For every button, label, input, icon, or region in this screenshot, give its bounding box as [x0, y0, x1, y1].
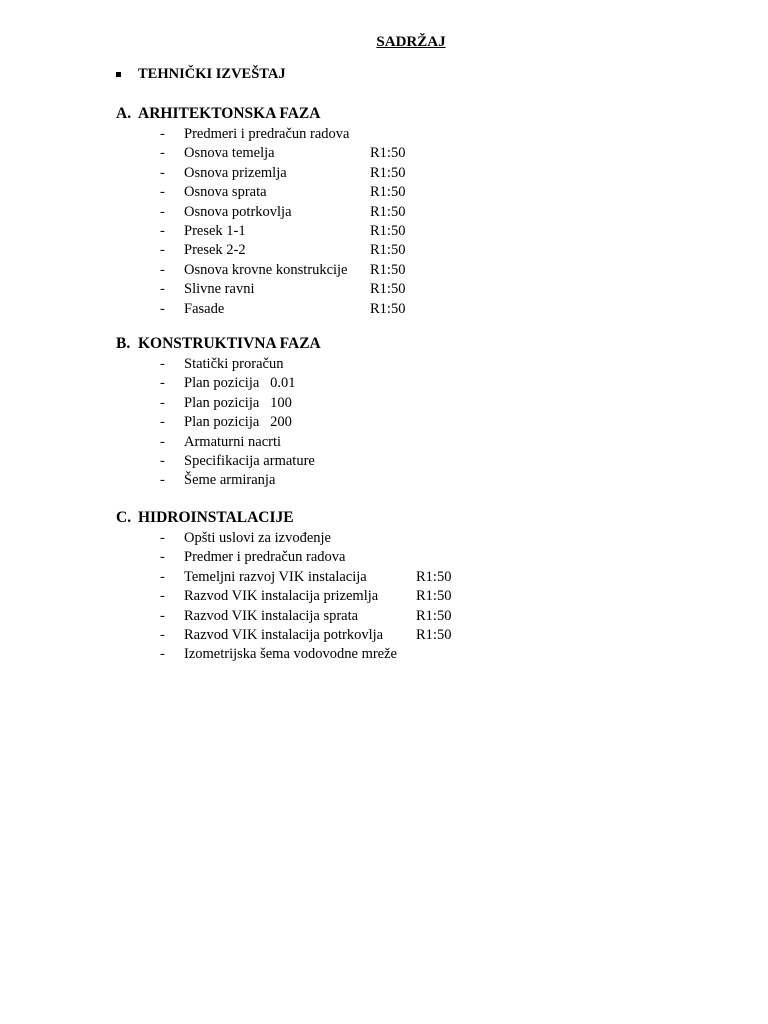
item-label: Presek 2-2 — [184, 242, 246, 259]
list-item — [160, 183, 405, 202]
list-dash: - — [160, 242, 165, 259]
list-item — [160, 587, 451, 606]
item-label: Razvod VIK instalacija potrkovlja — [184, 626, 384, 643]
item-label: Predmeri i predračun radova — [184, 126, 350, 142]
item-scale: R1:50 — [370, 164, 406, 181]
section-c — [116, 507, 451, 665]
section-title: HIDROINSTALACIJE — [138, 509, 294, 526]
item-scale: R1:50 — [416, 607, 452, 624]
item-label: Predmer i predračun radova — [184, 549, 346, 566]
item-label: Statički proračun — [184, 356, 284, 372]
item-scale: R1:50 — [416, 568, 452, 585]
item-label: Osnova sprata — [184, 184, 267, 201]
item-scale: R1:50 — [370, 281, 406, 298]
list-dash: - — [160, 261, 165, 278]
item-scale: R1:50 — [416, 626, 452, 643]
list-dash: - — [160, 414, 165, 431]
list-dash: - — [160, 126, 165, 142]
item-label: Izometrijska šema vodovodne mreže — [184, 646, 397, 663]
section-heading — [116, 507, 451, 529]
list-item — [160, 144, 405, 163]
item-label: Opšti uslovi za izvođenje — [184, 530, 331, 546]
item-label: Armaturni nacrti — [184, 433, 282, 450]
list-dash: - — [160, 472, 165, 489]
item-label: Plan pozicija 100 — [184, 394, 292, 411]
section-b — [116, 333, 321, 491]
item-label: Presek 1-1 — [184, 222, 246, 239]
list-dash: - — [160, 568, 165, 585]
section-letter: A. — [116, 105, 132, 122]
list-dash: - — [160, 530, 165, 546]
item-scale: R1:50 — [370, 145, 406, 162]
list-item — [160, 125, 405, 144]
item-label: Plan pozicija 0.01 — [184, 375, 296, 392]
list-item — [160, 413, 321, 432]
item-label: Razvod VIK instalacija prizemlja — [184, 588, 379, 605]
item-scale: R1:50 — [416, 588, 452, 605]
item-scale: R1:50 — [370, 184, 406, 201]
item-label: Fasade — [184, 300, 225, 317]
list-dash: - — [160, 626, 165, 643]
list-item — [160, 471, 321, 490]
list-item — [160, 280, 405, 299]
item-scale: R1:50 — [370, 242, 406, 259]
section-letter: C. — [116, 509, 132, 526]
list-dash: - — [160, 607, 165, 624]
item-scale: R1:50 — [370, 203, 406, 220]
section-title: KONSTRUKTIVNA FAZA — [138, 335, 321, 352]
list-item — [160, 607, 451, 626]
item-scale: R1:50 — [370, 300, 406, 317]
item-label: Osnova prizemlja — [184, 164, 287, 181]
list-dash: - — [160, 145, 165, 162]
list-item — [160, 626, 451, 645]
item-label: Osnova temelja — [184, 145, 275, 162]
item-label: Plan pozicija 200 — [184, 414, 292, 431]
list-dash: - — [160, 646, 165, 663]
bullet-item — [116, 66, 286, 83]
list-dash: - — [160, 375, 165, 392]
section-title: ARHITEKTONSKA FAZA — [138, 105, 321, 122]
item-scale: R1:50 — [370, 222, 406, 239]
list-item — [160, 203, 405, 222]
section-items — [160, 125, 405, 319]
list-dash: - — [160, 433, 165, 450]
list-item — [160, 164, 405, 183]
list-item — [160, 374, 321, 393]
section-heading — [116, 333, 321, 355]
list-item — [160, 355, 321, 374]
list-dash: - — [160, 356, 165, 372]
list-dash: - — [160, 452, 165, 469]
item-label: Temeljni razvoj VIK instalacija — [184, 568, 367, 585]
list-item — [160, 452, 321, 471]
list-item — [160, 548, 451, 567]
item-label: Šeme armiranja — [184, 472, 276, 489]
item-label: Specifikacija armature — [184, 452, 315, 469]
item-label: Osnova potrkovlja — [184, 203, 292, 220]
list-item — [160, 568, 451, 587]
section-letter: B. — [116, 335, 131, 352]
item-label: Slivne ravni — [184, 281, 255, 298]
section-items — [160, 529, 451, 665]
list-dash: - — [160, 164, 165, 181]
list-item — [160, 529, 451, 548]
section-a — [116, 103, 405, 319]
item-scale: R1:50 — [370, 261, 406, 278]
list-dash: - — [160, 184, 165, 201]
list-item — [160, 433, 321, 452]
list-item — [160, 222, 405, 241]
list-dash: - — [160, 281, 165, 298]
list-dash: - — [160, 549, 165, 566]
item-label: Razvod VIK instalacija sprata — [184, 607, 359, 624]
list-item — [160, 645, 451, 664]
bullet-item-label: TEHNIČKI IZVEŠTAJ — [138, 66, 286, 82]
square-bullet-icon — [116, 72, 121, 77]
list-item — [160, 261, 405, 280]
list-item — [160, 394, 321, 413]
list-dash: - — [160, 394, 165, 411]
section-heading — [116, 103, 405, 125]
item-label: Osnova krovne konstrukcije — [184, 261, 348, 278]
section-items — [160, 355, 321, 491]
list-dash: - — [160, 300, 165, 317]
list-item — [160, 241, 405, 260]
list-dash: - — [160, 588, 165, 605]
list-item — [160, 300, 405, 319]
page-title: SADRŽAJ — [376, 34, 446, 50]
list-dash: - — [160, 222, 165, 239]
list-dash: - — [160, 203, 165, 220]
